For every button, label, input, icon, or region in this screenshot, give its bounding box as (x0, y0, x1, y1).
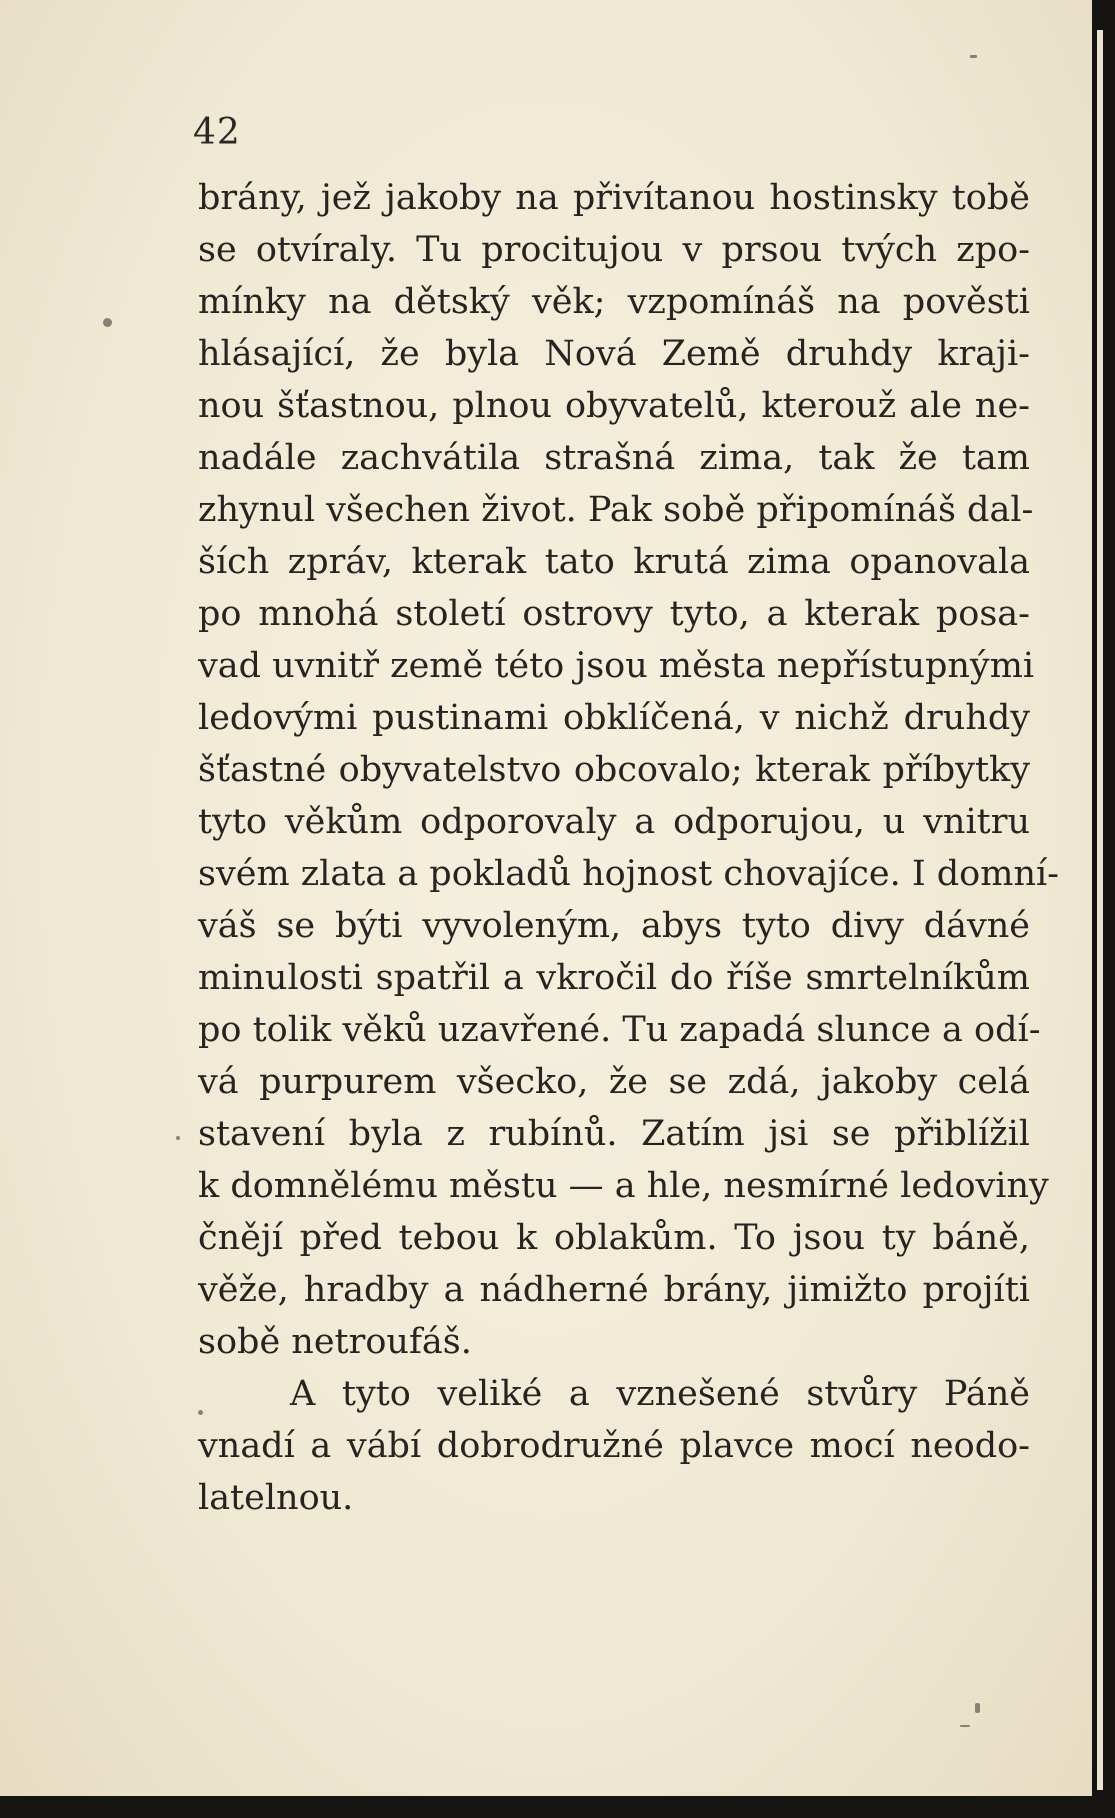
text-line: se otvíraly. Tu procitujou v prsou tvých zpo- (198, 230, 1030, 270)
paper-speck (198, 1410, 203, 1415)
text-line: hlásající, že byla Nová Země druhdy kraji- (198, 334, 1030, 374)
paper-speck (103, 318, 112, 327)
text-line: svém zlata a pokladů hojnost chovajíce. I domní- (198, 854, 1060, 894)
text-line: čnějí před tebou k oblakům. To jsou ty báně, (198, 1218, 1030, 1258)
paragraph-2 (198, 1368, 1030, 1524)
text-line: ších zpráv, kterak tato krutá zima opanovala (198, 542, 1030, 582)
text-line: šťastné obyvatelstvo obcovalo; kterak příbytky (198, 750, 1030, 790)
text-line: stavení byla z rubínů. Zatím jsi se přiblížil (198, 1114, 1030, 1154)
text-line: minulosti spatřil a vkročil do říše smrtelníkům (198, 958, 1030, 998)
paragraph-1 (198, 172, 1060, 1368)
paper-speck (960, 1725, 970, 1727)
text-line: po mnohá století ostrovy tyto, a kterak posa- (198, 594, 1030, 634)
text-line: váš se býti vyvoleným, abys tyto divy dávné (198, 906, 1030, 946)
text-line: nou šťastnou, plnou obyvatelů, kterouž ale ne- (198, 386, 1030, 426)
paper-speck (975, 1703, 980, 1713)
page-bottom-shadow (0, 1796, 1115, 1818)
text-line: vá purpurem všecko, že se zdá, jakoby celá (198, 1062, 1030, 1102)
page-number: 42 (193, 112, 241, 153)
text-line: po tolik věků uzavřené. Tu zapadá slunce a odí- (198, 1010, 1041, 1050)
book-spine-shadow (1092, 0, 1115, 1818)
text-line: nadále zachvátila strašná zima, tak že tam (198, 438, 1030, 478)
text-line: vnadí a vábí dobrodružné plavce mocí neodo- (198, 1426, 1030, 1466)
text-line: k domnělému městu — a hle, nesmírné ledoviny (198, 1166, 1049, 1206)
text-line: sobě netroufáš. (198, 1322, 472, 1362)
adjacent-page-edge (1097, 30, 1103, 1790)
text-line: latelnou. (198, 1478, 354, 1518)
text-line: zhynul všechen život. Pak sobě připomínáš dal- (198, 490, 1034, 530)
text-line: vad uvnitř země této jsou města nepřístupnými (198, 646, 1035, 686)
paper-speck (970, 55, 977, 58)
text-line: ledovými pustinami obklíčená, v nichž druhdy (198, 698, 1030, 738)
body-text (198, 172, 1060, 1524)
text-line: věže, hradby a nádherné brány, jimižto projíti (198, 1270, 1030, 1310)
text-line: mínky na dětský věk; vzpomínáš na pověsti (198, 282, 1030, 322)
text-line: tyto věkům odporovaly a odporujou, u vnitru (198, 802, 1030, 842)
paper-speck (176, 1136, 180, 1140)
text-line: brány, jež jakoby na přivítanou hostinsky tobě (198, 178, 1030, 218)
text-line: A tyto veliké a vznešené stvůry Páně (290, 1374, 1030, 1414)
